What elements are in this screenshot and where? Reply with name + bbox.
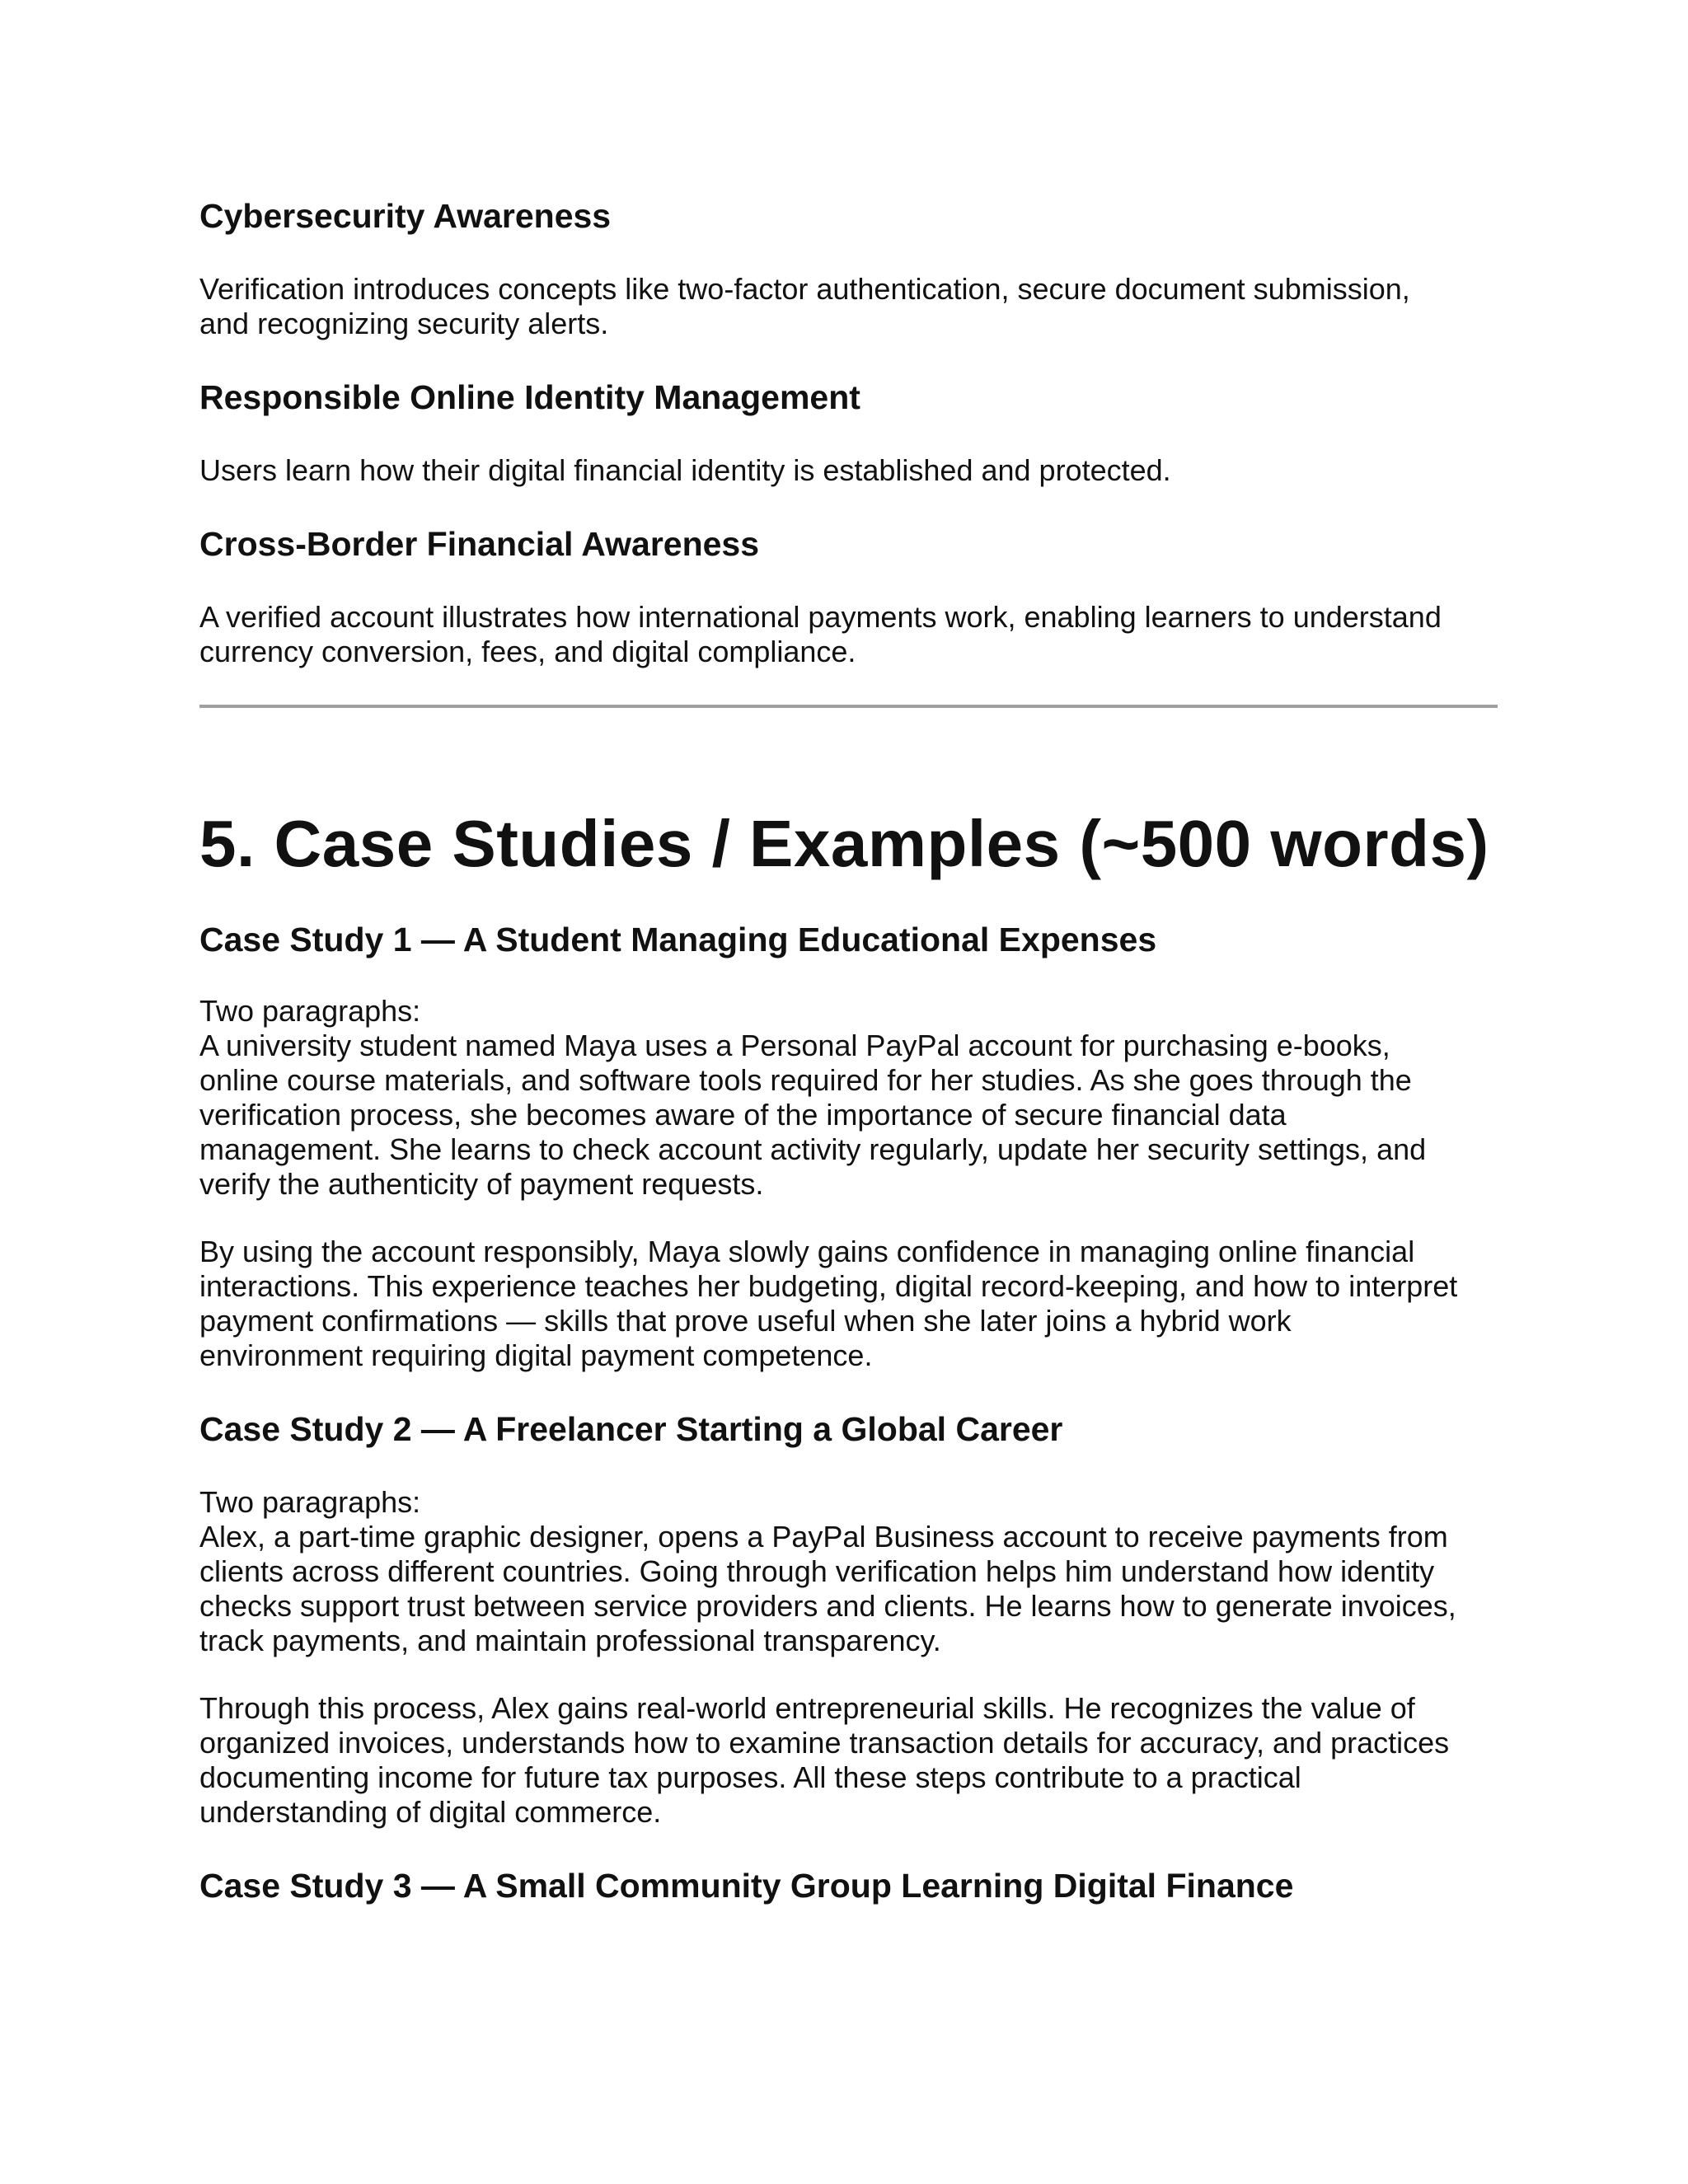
section-heading-cross-border: Cross-Border Financial Awareness: [199, 525, 760, 563]
paragraph-line: verification process, she becomes aware of the importance of secure financial data: [199, 1098, 1287, 1132]
paragraph-line: Verification introduces concepts like two-factor authentication, secure document submission,: [199, 272, 1410, 306]
paragraph-line: online course materials, and software tools required for her studies. As she goes through the: [199, 1063, 1412, 1097]
paragraph-line: interactions. This experience teaches her budgeting, digital record-keeping, and how to interpret: [199, 1269, 1458, 1303]
paragraph-line: checks support trust between service providers and clients. He learns how to generate invoices,: [199, 1589, 1456, 1623]
paragraph-line: track payments, and maintain professional transparency.: [199, 1624, 941, 1657]
paragraph-line: By using the account responsibly, Maya slowly gains confidence in managing online financial: [199, 1235, 1415, 1268]
paragraph-line: documenting income for future tax purposes. All these steps contribute to a practical: [199, 1760, 1301, 1794]
paragraph-line: A university student named Maya uses a Personal PayPal account for purchasing e-books,: [199, 1029, 1390, 1062]
section-heading-cybersecurity: Cybersecurity Awareness: [199, 197, 612, 235]
paragraph-line: environment requiring digital payment competence.: [199, 1338, 873, 1372]
case-study-1-heading: Case Study 1 — A Student Managing Educational Expenses: [199, 921, 1157, 958]
paragraph-line: understanding of digital commerce.: [199, 1795, 662, 1829]
paragraph-line: clients across different countries. Going through verification helps him understand how identity: [199, 1554, 1435, 1588]
horizontal-divider: [199, 705, 1498, 708]
paragraph-line: verify the authenticity of payment requests.: [199, 1167, 764, 1201]
case-study-2-heading: Case Study 2 — A Freelancer Starting a Global Career: [199, 1410, 1063, 1448]
paragraph-line: management. She learns to check account activity regularly, update her security settings, and: [199, 1132, 1427, 1166]
paragraph-line: Through this process, Alex gains real-world entrepreneurial skills. He recognizes the value of: [199, 1691, 1415, 1725]
paragraph-line: Users learn how their digital financial identity is established and protected.: [199, 453, 1171, 487]
paragraph-line: payment confirmations — skills that prove useful when she later joins a hybrid work: [199, 1304, 1292, 1338]
paragraph-line: Two paragraphs:: [199, 994, 421, 1028]
paragraph-line: Two paragraphs:: [199, 1485, 421, 1519]
chapter-title: 5. Case Studies / Examples (~500 words): [199, 807, 1489, 880]
paragraph-line: currency conversion, fees, and digital compliance.: [199, 635, 856, 668]
paragraph-line: Alex, a part-time graphic designer, opens a PayPal Business account to receive payments from: [199, 1520, 1448, 1554]
case-study-3-heading: Case Study 3 — A Small Community Group Learning Digital Finance: [199, 1867, 1294, 1905]
section-heading-identity-management: Responsible Online Identity Management: [199, 378, 860, 416]
paragraph-line: organized invoices, understands how to examine transaction details for accuracy, and practices: [199, 1726, 1450, 1760]
paragraph-line: A verified account illustrates how international payments work, enabling learners to understand: [199, 600, 1442, 634]
paragraph-line: and recognizing security alerts.: [199, 307, 609, 340]
